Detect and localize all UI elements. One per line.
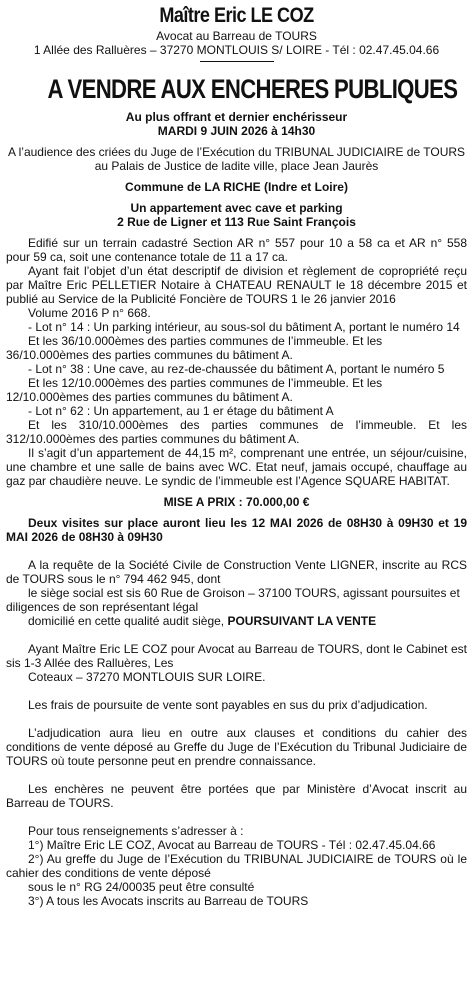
contacts-intro: Pour tous renseignements s’adresser à :	[28, 824, 244, 838]
domicile-text: domicilié en cette qualité audit siège,	[28, 614, 225, 628]
bidding-terms: Au plus offrant et dernier enchérisseur	[125, 110, 348, 124]
commune: Commune de LA RICHE (Indre et Loire)	[125, 180, 348, 194]
lot-38: - Lot n° 38 : Une cave, au rez-de-chaussée du bâtiment A, portant le numéro 5	[28, 362, 445, 376]
lawyer-representation: Ayant Maître Eric LE COZ pour Avocat au Barreau de TOURS, dont le Cabinet est sis 1-3 Allée des Ralluères, Les	[6, 642, 467, 670]
contact-registry-reference: sous le n° RG 24/00035 peut être consulté	[28, 880, 255, 894]
visit-schedule: Deux visites sur place auront lieu les 12 MAI 2026 de 08H30 à 09H30 et 19 MAI 2026 de 08H30 à 09H30	[6, 516, 467, 544]
lot-62: - Lot n° 62 : Un appartement, au 1 er étage du bâtiment A	[28, 404, 334, 418]
property-address: 2 Rue de Ligner et 113 Rue Saint François	[117, 215, 356, 229]
header-divider	[200, 61, 274, 62]
property-title: Un appartement avec cave et parking	[130, 201, 343, 215]
hearing-location: A l’audience des criées du Juge de l’Exécution du TRIBUNAL JUDICIAIRE de TOURS au Palais de Justice de ladite ville, place Jean Jaurès	[7, 145, 466, 173]
lawyer-name: Maître Eric LE COZ	[159, 4, 314, 27]
auction-date: MARDI 9 JUIN 2026 à 14h30	[157, 124, 316, 138]
contact-lawyer: 1°) Maître Eric LE COZ, Avocat au Barreau de TOURS - Tél : 02.47.45.04.66	[28, 838, 436, 852]
registered-office: le siège social est sis 60 Rue de Groison – 37100 TOURS, agissant poursuites et diligences de son représentant légal	[6, 586, 460, 614]
lot-14-shares: Et les 36/10.000èmes des parties communes de l’immeuble. Et les 36/10.000èmes des parties communes du bâtiment A.	[6, 334, 383, 362]
lawyer-title: Avocat au Barreau de TOURS	[156, 29, 317, 43]
lawyer-city: Coteaux – 37270 MONTLOUIS SUR LOIRE.	[28, 670, 266, 684]
lot-14: - Lot n° 14 : Un parking intérieur, au sous-sol du bâtiment A, portant le numéro 14	[28, 320, 460, 334]
domicile-line	[6, 614, 467, 628]
conditions-notice: L’adjudication aura lieu en outre aux clauses et conditions du cahier des conditions de vente déposé au Greffe du Juge de l’Exécution du Tribunal Judiciaire de TOURS où toute personne peut en prendre connaissance.	[6, 726, 467, 768]
lot-38-shares: Et les 12/10.000èmes des parties communes de l’immeuble. Et les 12/10.000èmes des parties communes du bâtiment A.	[6, 376, 383, 404]
contact-registry: 2°) Au greffe du Juge de l’Exécution du TRIBUNAL JUDICIAIRE de TOURS où le cahier des conditions de vente déposé	[6, 852, 467, 880]
fees-notice: Les frais de poursuite de vente sont payables en sus du prix d’adjudication.	[28, 698, 428, 712]
division-description: Ayant fait l’objet d’un état descriptif de division et règlement de copropriété reçu par Maître Eric PELLETIER Notaire à CHATEAU RENAULT le 18 décembre 2015 et publié au Service de la Publicité Foncière de TOURS 1 le 26 janvier 2016	[6, 264, 467, 306]
requesting-party: A la requête de la Société Civile de Construction Vente LIGNER, inscrite au RCS de TOURS sous le n° 794 462 945, dont	[6, 558, 467, 586]
apartment-description: Il s’agit d’un appartement de 44,15 m², comprenant une entrée, un séjour/cuisine, une chambre et une salle de bains avec WC. Etat neuf, jamais occupé, chauffage au gaz par chaudière neuve. Le syndic de l’immeuble est l’Agence SQUARE HABITAT.	[6, 446, 467, 488]
legal-notice	[0, 4, 473, 908]
volume-reference: Volume 2016 P n° 668.	[28, 306, 151, 320]
land-description: Edifié sur un terrain cadastré Section AR n° 557 pour 10 a 58 ca et AR n° 558 pour 59 ca, soit une contenance totale de 11 a 17 ca.	[6, 236, 467, 264]
continuing-sale: POURSUIVANT LA VENTE	[227, 614, 377, 628]
contact-all-lawyers: 3°) A tous les Avocats inscrits au Barreau de TOURS	[28, 894, 309, 908]
lawyer-address: 1 Allée des Ralluères – 37270 MONTLOUIS S/ LOIRE - Tél : 02.47.45.04.66	[33, 43, 440, 57]
sale-headline: A VENDRE AUX ENCHERES PUBLIQUES	[47, 74, 458, 104]
bids-notice: Les enchères ne peuvent être portées que par Ministère d’Avocat inscrit au Barreau de TOURS.	[6, 782, 467, 810]
starting-price: MISE A PRIX : 70.000,00 €	[163, 495, 310, 509]
lot-62-shares: Et les 310/10.000èmes des parties communes de l’immeuble. Et les 312/10.000èmes des parties communes du bâtiment A.	[6, 418, 467, 446]
